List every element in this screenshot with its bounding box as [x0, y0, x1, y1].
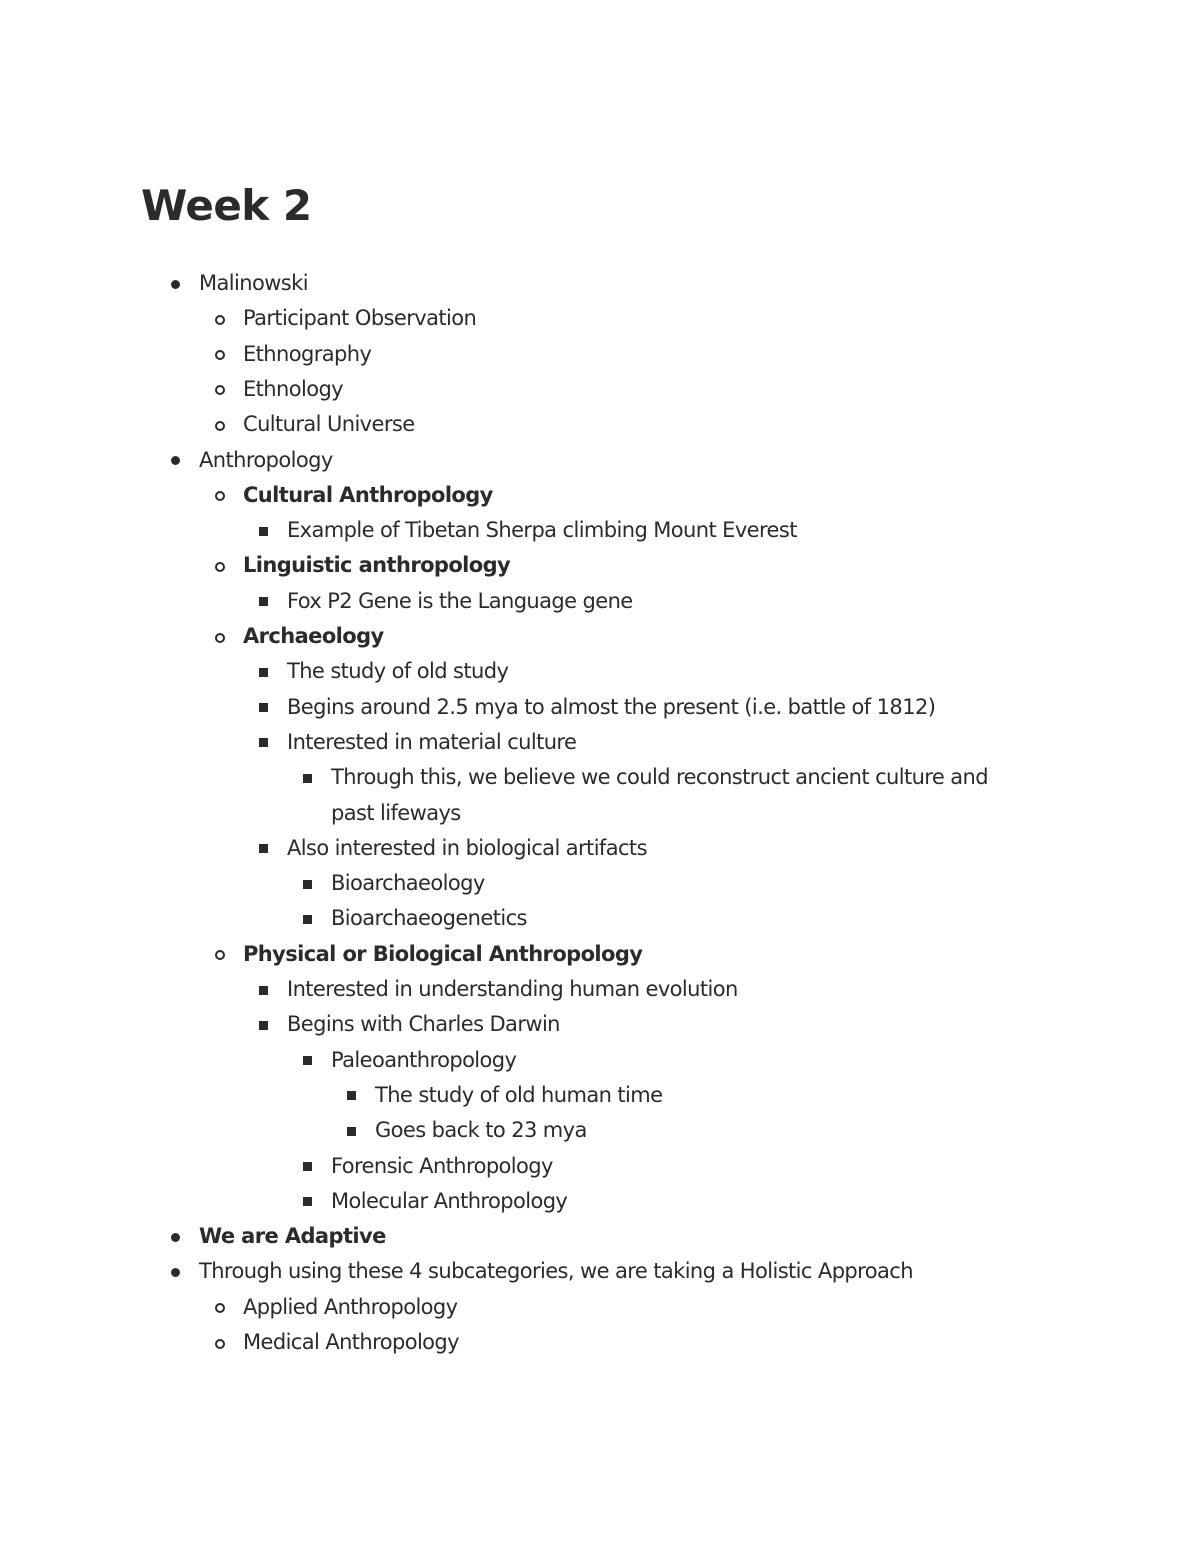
list-item: [331, 1043, 516, 1078]
list-item-text: Anthropology: [199, 447, 333, 472]
list-item: [331, 901, 527, 936]
list-item: [243, 548, 510, 583]
bullet-square-icon: [303, 1197, 312, 1206]
list-item-text: Ethnology: [243, 376, 344, 401]
list-item-text: Example of Tibetan Sherpa climbing Mount Everest: [287, 518, 797, 543]
bullet-square-icon: [259, 844, 268, 853]
list-item: [287, 513, 797, 548]
bullet-circle-icon: [215, 421, 225, 431]
bullet-square-icon: [303, 1056, 312, 1065]
list-item-text: The study of old study: [287, 659, 509, 684]
list-item-text: Also interested in biological artifacts: [287, 835, 647, 860]
bullet-square-icon: [259, 668, 268, 677]
list-item-text: Fox P2 Gene is the Language gene: [287, 588, 633, 613]
list-item: [199, 266, 308, 301]
page-title: Week 2: [141, 181, 312, 230]
list-item-text: The study of old human time: [375, 1082, 663, 1107]
list-item: [287, 831, 647, 866]
list-item: [199, 1219, 386, 1254]
list-item-text: Physical or Biological Anthropology: [243, 941, 643, 966]
bullet-square-icon: [259, 703, 268, 712]
list-item-text: We are Adaptive: [199, 1224, 386, 1249]
bullet-square-icon: [303, 880, 312, 889]
list-item: [287, 690, 935, 725]
list-item-text: Through using these 4 subcategories, we are taking a Holistic Approach: [199, 1259, 913, 1284]
bullet-square-icon: [259, 1021, 268, 1030]
bullet-square-icon: [347, 1127, 356, 1136]
list-item-text: Medical Anthropology: [243, 1330, 459, 1354]
list-item-text: Participant Observation: [243, 306, 477, 331]
list-item: [287, 584, 633, 619]
list-item: [331, 866, 485, 901]
bullet-disc-icon: [171, 1268, 180, 1277]
list-item: [287, 725, 576, 760]
bullet-disc-icon: [171, 456, 180, 465]
bullet-square-icon: [347, 1091, 356, 1100]
bullet-square-icon: [259, 738, 268, 747]
bullet-circle-icon: [215, 633, 225, 643]
bullet-square-icon: [259, 527, 268, 536]
list-item-text: Molecular Anthropology: [331, 1188, 568, 1213]
bullet-square-icon: [303, 915, 312, 924]
bullet-square-icon: [259, 597, 268, 606]
list-item: [243, 301, 476, 336]
list-item-text: Forensic Anthropology: [331, 1153, 553, 1178]
bullet-circle-icon: [215, 950, 225, 960]
list-item: [331, 1184, 567, 1219]
list-item-text: Paleoanthropology: [331, 1047, 517, 1072]
list-item: [331, 1149, 553, 1184]
list-item-text: Interested in understanding human evolution: [287, 977, 738, 1001]
bullet-square-icon: [303, 1162, 312, 1171]
list-item-text: past lifeways: [331, 800, 461, 825]
list-item-text: Ethnography: [243, 341, 372, 366]
list-item-text: Applied Anthropology: [243, 1294, 458, 1319]
list-item-text: Goes back to 23 mya: [375, 1118, 587, 1143]
bullet-disc-icon: [171, 280, 180, 289]
list-item: [199, 443, 333, 478]
bullet-circle-icon: [215, 350, 225, 360]
list-item: [243, 372, 343, 407]
list-item: [243, 407, 415, 442]
bullet-square-icon: [303, 774, 312, 783]
bullet-circle-icon: [215, 385, 225, 395]
bullet-circle-icon: [215, 1339, 225, 1349]
list-item: [287, 1007, 560, 1042]
bullet-circle-icon: [215, 1303, 225, 1313]
list-item-text: Cultural Universe: [243, 412, 415, 437]
list-item: [331, 760, 988, 795]
bullet-square-icon: [259, 986, 268, 995]
bullet-circle-icon: [215, 562, 225, 572]
list-item: [243, 937, 642, 972]
list-item-text: Malinowski: [199, 271, 308, 295]
list-item: [243, 337, 371, 372]
list-item: [243, 478, 493, 513]
list-item: [243, 1290, 457, 1325]
bullet-circle-icon: [215, 491, 225, 501]
list-item-text: Bioarchaeology: [331, 871, 485, 896]
list-item: [375, 1113, 587, 1148]
list-item-text: Linguistic anthropology: [243, 553, 511, 578]
list-item: [287, 654, 508, 689]
list-item: [331, 796, 461, 831]
list-item-text: Archaeology: [243, 624, 384, 648]
list-item-text: Begins around 2.5 mya to almost the present (i.e. battle of 1812): [287, 694, 936, 719]
list-item: [375, 1078, 662, 1113]
list-item: [287, 972, 738, 1007]
list-item-text: Through this, we believe we could reconstruct ancient culture and: [331, 765, 988, 790]
bullet-disc-icon: [171, 1233, 180, 1242]
bullet-circle-icon: [215, 315, 225, 325]
list-item: [243, 1325, 459, 1360]
list-item: [243, 619, 384, 654]
list-item-text: Cultural Anthropology: [243, 482, 493, 507]
list-item: [199, 1254, 913, 1289]
list-item-text: Interested in material culture: [287, 729, 577, 754]
list-item-text: Bioarchaeogenetics: [331, 906, 527, 931]
list-item-text: Begins with Charles Darwin: [287, 1012, 560, 1037]
